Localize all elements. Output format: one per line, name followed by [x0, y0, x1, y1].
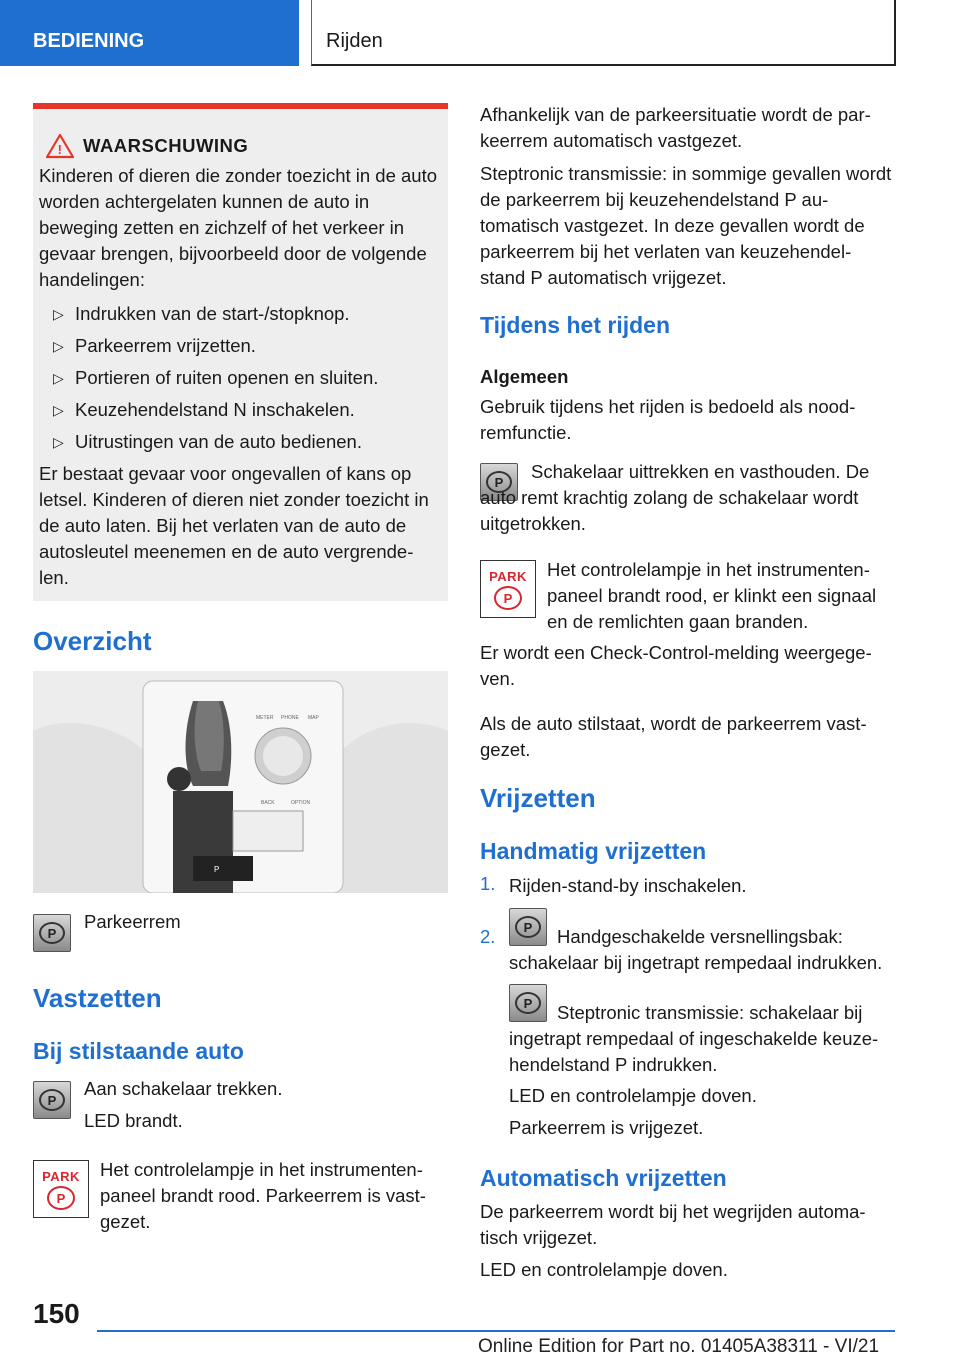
bullet-triangle-icon: ▷ — [53, 306, 64, 322]
step-2-manual: Handgeschakelde versnellingsbak: schakelaar bij ingetrapt rempedaal indrukken. — [509, 926, 883, 973]
parking-brake-switch-icon: P — [33, 914, 71, 952]
para-steptronic: Steptronic transmissie: in sommige gevallen wordt de parkeerrem bij keuzehendelstand P au-tomatisch vastgezet. In deze gevallen wordt de parkeerrem bij het verlaten van keuzehendel-stand P automatisch vrijgezet. — [480, 163, 892, 288]
edition-info: Online Edition for Part no. 01405A38311 - VI/21 — [478, 1336, 880, 1357]
heading-set: Vastzetten — [33, 983, 162, 1013]
list-item: ▷ Uitrustingen van de auto bedienen. — [39, 429, 440, 455]
bullet-triangle-icon: ▷ — [53, 402, 64, 418]
bullet-triangle-icon: ▷ — [53, 338, 64, 354]
para-emergency: Gebruik tijdens het rijden is bedoeld als nood-remfunctie. — [480, 396, 856, 443]
warning-heading — [45, 133, 440, 159]
bullet-triangle-icon: ▷ — [53, 434, 64, 450]
list-item: ▷ Indrukken van de start-/stopknop. — [39, 301, 440, 327]
list-item: ▷ Keuzehendelstand N inschakelen. — [39, 397, 440, 423]
center-console-photo — [33, 671, 448, 893]
list-item: ▷ Parkeerrem vrijzetten. — [39, 333, 440, 359]
parking-brake-switch-icon: P — [509, 908, 547, 946]
photo-label-meter: METER — [256, 715, 274, 721]
set-instruction: Aan schakelaar trekken. — [84, 1078, 283, 1099]
step-2-led-off: LED en controlelampje doven. — [509, 1085, 757, 1106]
para-standstill: Als de auto stilstaat, wordt de parkeerrem vast-gezet. — [480, 713, 867, 760]
heading-manual-release: Handmatig vrijzetten — [480, 838, 707, 864]
warning-intro: Kinderen of dieren die zonder toezicht in de auto worden achtergelaten kunnen de auto in beweging zetten en zichzelf of het verkeer in gevaar brengen, bijvoorbeeld door de volgende handelingen: — [39, 165, 438, 290]
para-led-off: LED en controlelampje doven. — [480, 1259, 728, 1280]
photo-label-option: OPTION — [291, 800, 311, 806]
parking-brake-switch-icon: P — [480, 463, 518, 501]
set-led: LED brandt. — [84, 1110, 183, 1131]
para-auto-release: De parkeerrem wordt bij het wegrijden automa-tisch vrijgezet. — [480, 1201, 866, 1248]
section-tab: BEDIENING — [0, 0, 299, 66]
photo-label-map: MAP — [308, 715, 319, 721]
list-item: ▷ Portieren of ruiten openen en sluiten. — [39, 365, 440, 391]
heading-general: Algemeen — [480, 366, 569, 387]
parking-brake-switch-icon: P — [509, 984, 547, 1022]
footer-rule — [97, 1330, 895, 1332]
para-auto-set: Afhankelijk van de parkeersituatie wordt de par-keerrem automatisch vastgezet. — [480, 104, 871, 151]
warning-triangle-icon — [45, 133, 75, 159]
step-2-released: Parkeerrem is vrijgezet. — [509, 1117, 704, 1138]
heading-auto-release: Automatisch vrijzetten — [480, 1165, 727, 1191]
warning-outro: Er bestaat gevaar voor ongevallen of kans op letsel. Kinderen of dieren niet zonder toezicht in de auto laten. Bij het verlaten van de auto de autosleutel meenemen en de auto vergrende-len. — [39, 463, 429, 588]
parking-brake-switch-icon: P — [33, 1081, 71, 1119]
step-1: Rijden-stand-by inschakelen. — [509, 875, 747, 896]
photo-caption: Parkeerrem — [84, 911, 181, 932]
para-pull-hold: Schakelaar uittrekken en vasthouden. De auto remt krachtig zolang de schakelaar wordt uitgetrokken. — [480, 461, 870, 534]
step-number: 2. — [480, 926, 496, 947]
warning-title: WAARSCHUWING — [83, 135, 249, 156]
chapter-title: Rijden — [311, 0, 896, 66]
park-warning-lamp-icon: PARK P — [33, 1160, 89, 1218]
heading-release: Vrijzetten — [480, 783, 596, 813]
photo-label-phone: PHONE — [281, 715, 299, 721]
warning-box — [33, 103, 448, 601]
page-number: 150 — [33, 1298, 80, 1329]
subheading-stationary: Bij stilstaande auto — [33, 1038, 244, 1064]
heading-while-driving: Tijdens het rijden — [480, 312, 670, 338]
photo-label-p: P — [214, 865, 220, 874]
heading-overview: Overzicht — [33, 626, 152, 656]
para-check-control: Er wordt een Check-Control-melding weergege-ven. — [480, 642, 872, 689]
para-lamp-driving: Het controlelampje in het instrumenten-paneel brandt rood, er klinkt een signaal en de remlichten gaan branden. — [547, 559, 877, 632]
park-warning-lamp-icon: PARK P — [480, 560, 536, 618]
step-2-steptronic: Steptronic transmissie: schakelaar bij ingetrapt rempedaal of ingeschakelde keuze-hendelstand P indrukken. — [509, 1002, 879, 1075]
set-lamp-text: Het controlelampje in het instrumenten-paneel brandt rood. Parkeerrem is vast-gezet. — [100, 1159, 426, 1232]
photo-label-back: BACK — [261, 800, 275, 806]
bullet-triangle-icon: ▷ — [53, 370, 64, 386]
step-number: 1. — [480, 873, 496, 894]
warning-mark: ! — [57, 142, 63, 157]
warning-list — [39, 301, 440, 455]
